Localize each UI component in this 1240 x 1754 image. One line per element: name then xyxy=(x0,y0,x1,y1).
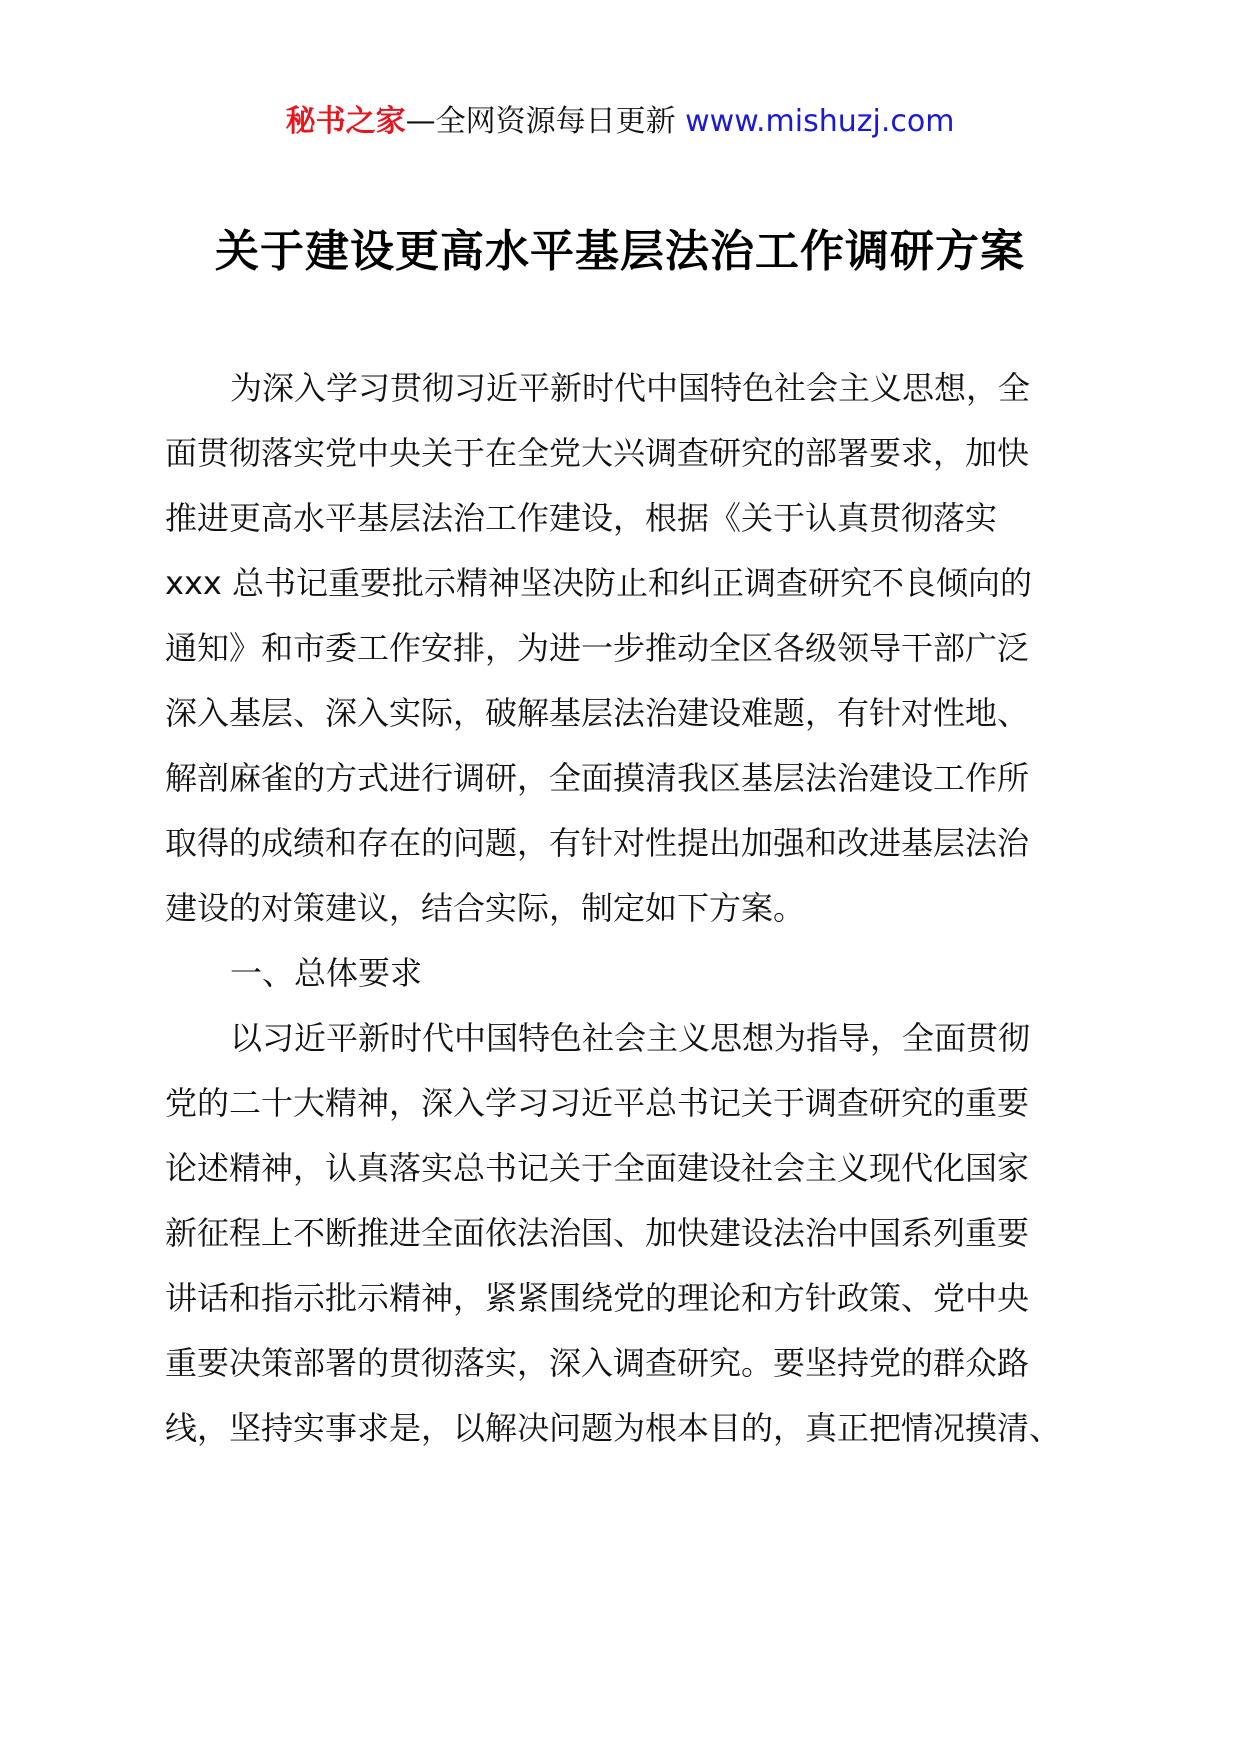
document-body xyxy=(165,356,1085,1461)
paragraph-line: 线，坚持实事求是，以解决问题为根本目的，真正把情况摸清、 xyxy=(165,1409,1062,1447)
paragraph-line: 重要决策部署的贯彻落实，深入调查研究。要坚持党的群众路 xyxy=(165,1344,1030,1382)
paragraph-line: 党的二十大精神，深入学习习近平总书记关于调查研究的重要 xyxy=(165,1084,1030,1122)
paragraph-line: 以习近平新时代中国特色社会主义思想为指导，全面贯彻 xyxy=(230,1019,1031,1057)
paragraph-line: 深入基层、深入实际，破解基层法治建设难题，有针对性地、 xyxy=(165,694,1030,732)
paragraph-line: 讲话和指示批示精神，紧紧围绕党的理论和方针政策、党中央 xyxy=(165,1279,1030,1317)
document-title: 关于建设更高水平基层法治工作调研方案 xyxy=(215,226,1025,277)
paragraph-line: 新征程上不断推进全面依法治国、加快建设法治中国系列重要 xyxy=(165,1214,1030,1252)
brand-name: 秘书之家 xyxy=(285,104,406,139)
paragraph-line: xxx 总书记重要批示精神坚决防止和纠正调查研究不良倾向的 xyxy=(165,564,1032,602)
header-tagline: —全网资源每日更新 xyxy=(405,104,686,139)
site-header xyxy=(0,100,1240,144)
section-heading: 一、总体要求 xyxy=(230,954,423,992)
website-url[interactable]: www.mishuzj.com xyxy=(685,104,955,139)
paragraph-line: 推进更高水平基层法治工作建设，根据《关于认真贯彻落实 xyxy=(165,499,998,537)
paragraph-line: 取得的成绩和存在的问题，有针对性提出加强和改进基层法治 xyxy=(165,824,1030,862)
paragraph-line: 通知》和市委工作安排，为进一步推动全区各级领导干部广泛 xyxy=(165,629,1030,667)
paragraph-line: 面贯彻落实党中央关于在全党大兴调查研究的部署要求，加快 xyxy=(165,434,1030,472)
paragraph-line: 论述精神，认真落实总书记关于全面建设社会主义现代化国家 xyxy=(165,1149,1030,1187)
paragraph-line: 为深入学习贯彻习近平新时代中国特色社会主义思想，全 xyxy=(230,369,1031,407)
paragraph-line: 建设的对策建议，结合实际，制定如下方案。 xyxy=(165,889,806,927)
paragraph-line: 解剖麻雀的方式进行调研，全面摸清我区基层法治建设工作所 xyxy=(165,759,1030,797)
